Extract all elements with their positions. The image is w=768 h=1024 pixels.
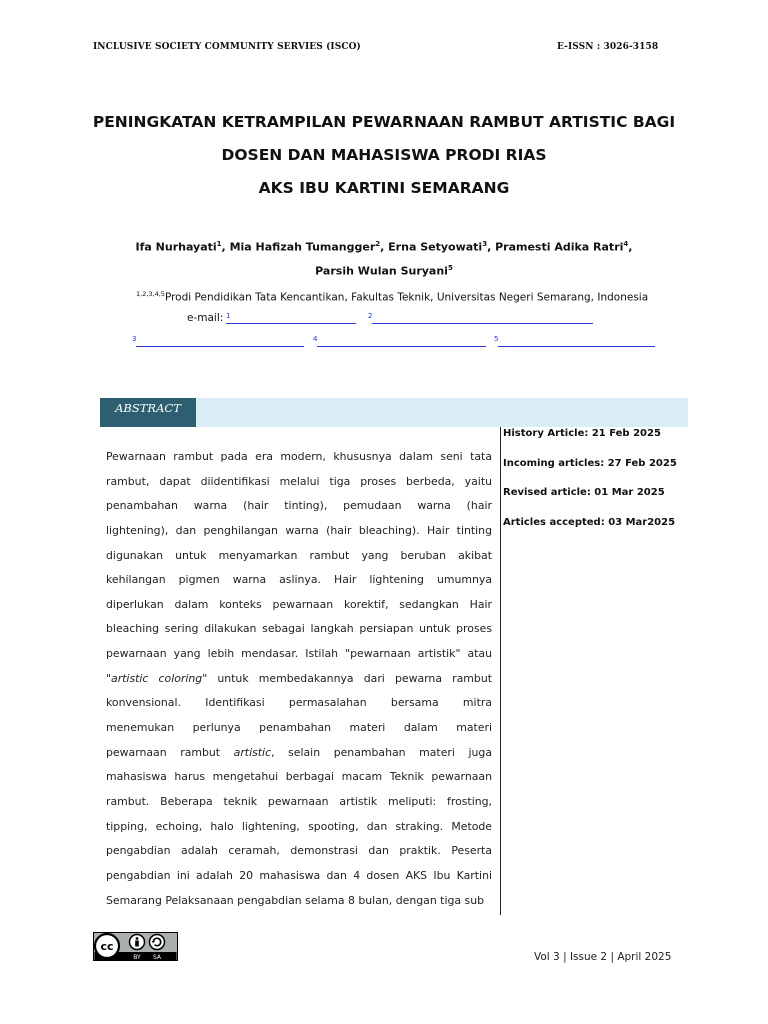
email-label: e-mail: bbox=[187, 312, 224, 324]
author-sup: 3 bbox=[482, 240, 488, 248]
history-incoming: Incoming articles: 27 Feb 2025 bbox=[503, 458, 677, 469]
title-line-2: DOSEN DAN MAHASISWA PRODI RIAS bbox=[221, 146, 547, 164]
email-slot-number: 2 bbox=[368, 312, 373, 320]
abstract-line: tipping, echoing, halo lightening, spooting, dan straking. Metode bbox=[106, 819, 492, 833]
abstract-line: bleaching sering dilakukan sebagai langkah persiapan untuk proses bbox=[106, 622, 492, 636]
author-sup: 5 bbox=[447, 264, 453, 272]
journal-name: INCLUSIVE SOCIETY COMMUNITY SERVIES (ISCO) bbox=[93, 42, 361, 52]
column-divider bbox=[500, 427, 501, 915]
email-slot-number: 5 bbox=[494, 335, 499, 343]
abstract-line: lightening), dan penghilangan warna (hair bleaching). Hair tinting bbox=[106, 523, 492, 537]
abstract-line: pengabdian ini adalah 20 mahasiswa dan 4 dosen AKS Ibu Kartini bbox=[106, 868, 492, 882]
author-name: Erna Setyowati bbox=[388, 240, 483, 254]
history-revised: Revised article: 01 Mar 2025 bbox=[503, 487, 665, 498]
abstract-line: konvensional. Identifikasi permasalahan bersama mitra bbox=[106, 696, 492, 710]
issue-info: Vol 3 | Issue 2 | April 2025 bbox=[534, 951, 672, 963]
abstract-body bbox=[106, 445, 492, 913]
author-list-2 bbox=[0, 264, 768, 278]
email-link-1[interactable] bbox=[226, 323, 356, 324]
email-slot-number: 3 bbox=[132, 335, 137, 343]
history-accepted: Articles accepted: 03 Mar2025 bbox=[503, 517, 676, 528]
abstract-line: pewarnaan rambut artistic, selain penambahan materi juga bbox=[106, 745, 492, 759]
abstract-line: mahasiswa harus mengetahui berbagai macam Teknik pewarnaan bbox=[106, 770, 492, 784]
abstract-line: Pewarnaan rambut pada era modern, khususnya dalam seni tata bbox=[106, 450, 492, 463]
author-sup: 1 bbox=[216, 240, 222, 248]
abstract-line: "artistic coloring" untuk membedakannya dari pewarna rambut bbox=[106, 671, 492, 685]
email-slot-number: 4 bbox=[313, 335, 318, 343]
abstract-line: digunakan untuk menyamarkan rambut yang beruban akibat bbox=[106, 548, 492, 562]
abstract-line: pengabdian adalah ceramah, demonstrasi dan praktik. Peserta bbox=[106, 844, 492, 858]
email-link-5[interactable] bbox=[498, 346, 655, 347]
abstract-line: Semarang Pelaksanaan pengabdian selama 8 bulan, dengan tiga sub bbox=[106, 893, 485, 907]
cc-by-text: BY bbox=[133, 954, 141, 961]
abstract-line: kehilangan pigmen warna aslinya. Hair lightening umumnya bbox=[106, 573, 492, 587]
affiliation-text: Prodi Pendidikan Tata Kencantikan, Fakultas Teknik, Universitas Negeri Semarang, Indonesia bbox=[164, 291, 649, 304]
abstract-heading: ABSTRACT bbox=[100, 398, 196, 427]
abstract-line: rambut, dapat diidentifikasi melalui tiga proses berbeda, yaitu bbox=[106, 474, 492, 488]
svg-text:cc: cc bbox=[100, 940, 114, 953]
author-name: Pramesti Adika Ratri bbox=[495, 240, 624, 254]
author-list: Ifa Nurhayati$^1$, Mia Hafizah Tumangger$^2$, Erna Setyowati$^3$, Pramesti Adika Ratri$^4$, bbox=[135, 240, 633, 254]
abstract-line: rambut. Beberapa teknik pewarnaan artistik meliputi: frosting, bbox=[106, 794, 492, 808]
email-link-3[interactable] bbox=[136, 346, 304, 347]
issn: E-ISSN : 3026-3158 bbox=[557, 42, 659, 52]
abstract-line: pewarnaan yang lebih mendasar. Istilah "pewarnaan artistik" atau bbox=[106, 647, 492, 661]
author-name: Ifa Nurhayati bbox=[135, 240, 217, 254]
affiliation bbox=[136, 290, 648, 304]
abstract-line: penambahan warna (hair tinting), pemudaan warna (hair bbox=[106, 499, 492, 513]
cc-by-sa-license-icon[interactable] bbox=[93, 932, 178, 961]
history-received: History Article: 21 Feb 2025 bbox=[503, 428, 661, 439]
author-name: Mia Hafizah Tumangger bbox=[229, 240, 376, 254]
author-sup: 4 bbox=[623, 240, 629, 248]
author-name: Parsih Wulan Suryani bbox=[315, 264, 448, 278]
cc-sa-text: SA bbox=[152, 954, 162, 961]
abstract-line: menemukan perlunya penambahan materi dalam materi bbox=[106, 721, 492, 735]
abstract-line: diperlukan dalam konteks pewarnaan korektif, sedangkan Hair bbox=[106, 597, 492, 611]
affiliation-sup: 1,2,3,4,5 bbox=[136, 290, 165, 298]
email-link-4[interactable] bbox=[317, 346, 486, 347]
title-line-1: PENINGKATAN KETRAMPILAN PEWARNAAN RAMBUT ARTISTIC BAGI bbox=[92, 113, 676, 131]
email-slot-number: 1 bbox=[226, 312, 231, 320]
email-link-2[interactable] bbox=[372, 323, 593, 324]
title-line-3: AKS IBU KARTINI SEMARANG bbox=[258, 179, 510, 197]
author-sup: 2 bbox=[375, 240, 381, 248]
